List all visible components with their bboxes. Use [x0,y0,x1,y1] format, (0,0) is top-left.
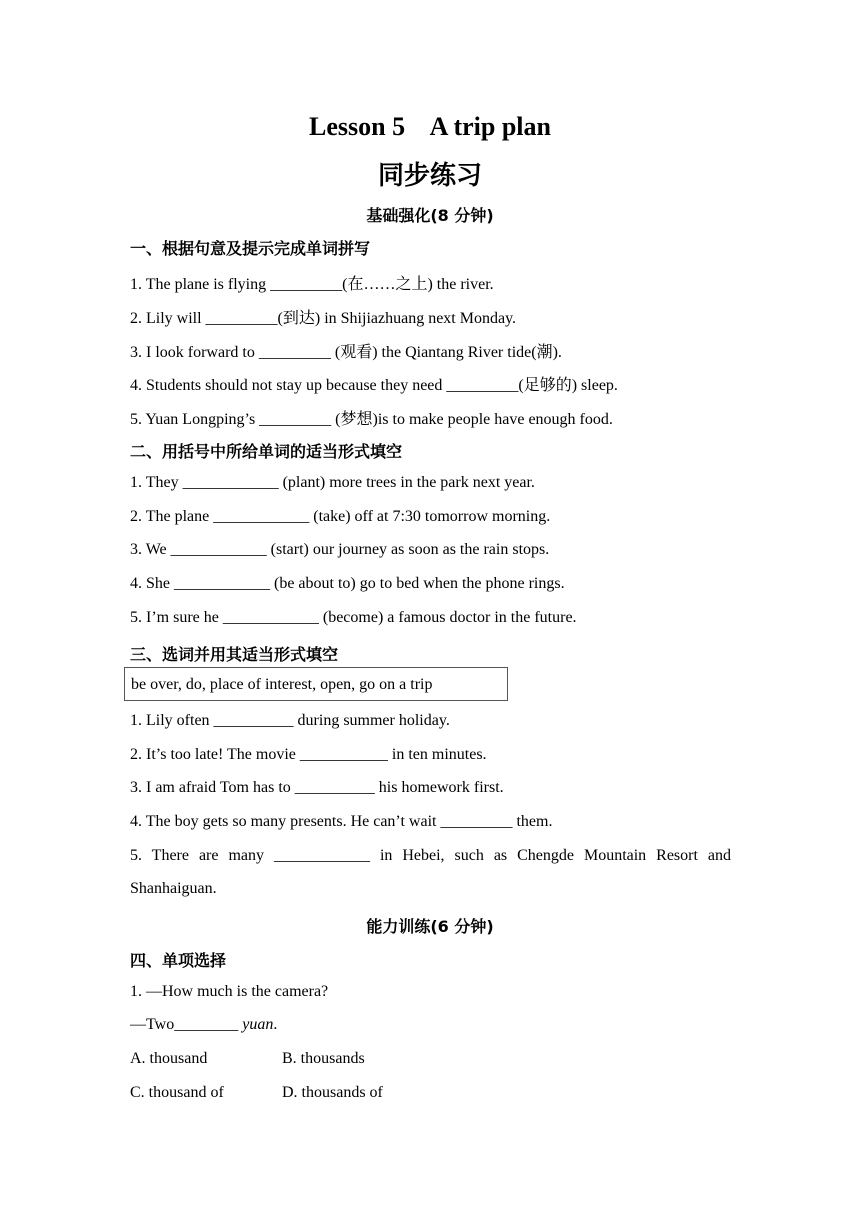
q1-answer-suffix: . [273,1016,278,1033]
s2-item-2: 2. The plane ____________ (take) off at 7:30 tomorrow morning. [130,508,551,525]
section4-heading: 四、单项选择 [130,951,227,970]
s1-item-2: 2. Lily will _________(到达) in Shijiazhuang next Monday. [130,310,517,327]
q1-option-a: A. thousand [130,1050,208,1067]
s2-item-4: 4. She ____________ (be about to) go to bed when the phone rings. [130,575,565,592]
word-bank-box [124,667,508,701]
s2-item-1: 1. They ____________ (plant) more trees in the park next year. [130,474,535,491]
s3-item-4: 4. The boy gets so many presents. He can’t wait _________ them. [130,813,553,830]
q1-option-b: B. thousands [282,1050,365,1067]
part2-heading: 能力训练(6 分钟) [366,917,494,936]
q1-answer-line [130,1016,277,1034]
s2-item-3: 3. We ____________ (start) our journey as soon as the rain stops. [130,541,550,558]
q1-answer-prefix: —Two________ [130,1016,243,1033]
lesson-subtitle: 同步练习 [377,161,482,191]
q1-option-c: C. thousand of [130,1084,224,1101]
s3-item-2: 2. It’s too late! The movie ___________ in ten minutes. [130,746,487,763]
q1-option-d: D. thousands of [282,1084,383,1101]
part1-heading: 基础强化(8 分钟) [366,206,494,225]
s1-item-1: 1. The plane is flying _________(在……之上) the river. [130,276,494,293]
section1-heading: 一、根据句意及提示完成单词拼写 [130,239,371,258]
s2-item-5: 5. I’m sure he ____________ (become) a famous doctor in the future. [130,609,577,626]
word-bank-text: be over, do, place of interest, open, go on a trip [131,676,433,693]
s3-item-5-line2: Shanhaiguan. [130,880,217,897]
section2-heading: 二、用括号中所给单词的适当形式填空 [130,442,403,461]
s3-item-5-line1: 5. There are many ____________ in Hebei, such as Chengde Mountain Resort and [130,847,731,864]
s1-item-4: 4. Students should not stay up because they need _________(足够的) sleep. [130,377,618,394]
s1-item-5: 5. Yuan Longping’s _________ (梦想)is to make people have enough food. [130,411,613,428]
q1-question: 1. —How much is the camera? [130,983,329,1000]
section3-heading: 三、选词并用其适当形式填空 [130,645,339,664]
s3-item-1: 1. Lily often __________ during summer holiday. [130,712,450,729]
s1-item-3: 3. I look forward to _________ (观看) the Qiantang River tide(潮). [130,344,562,361]
s3-item-3: 3. I am afraid Tom has to __________ his homework first. [130,779,504,796]
q1-answer-italic: yuan [242,1016,274,1033]
lesson-title: Lesson 5 A trip plan [308,112,551,141]
